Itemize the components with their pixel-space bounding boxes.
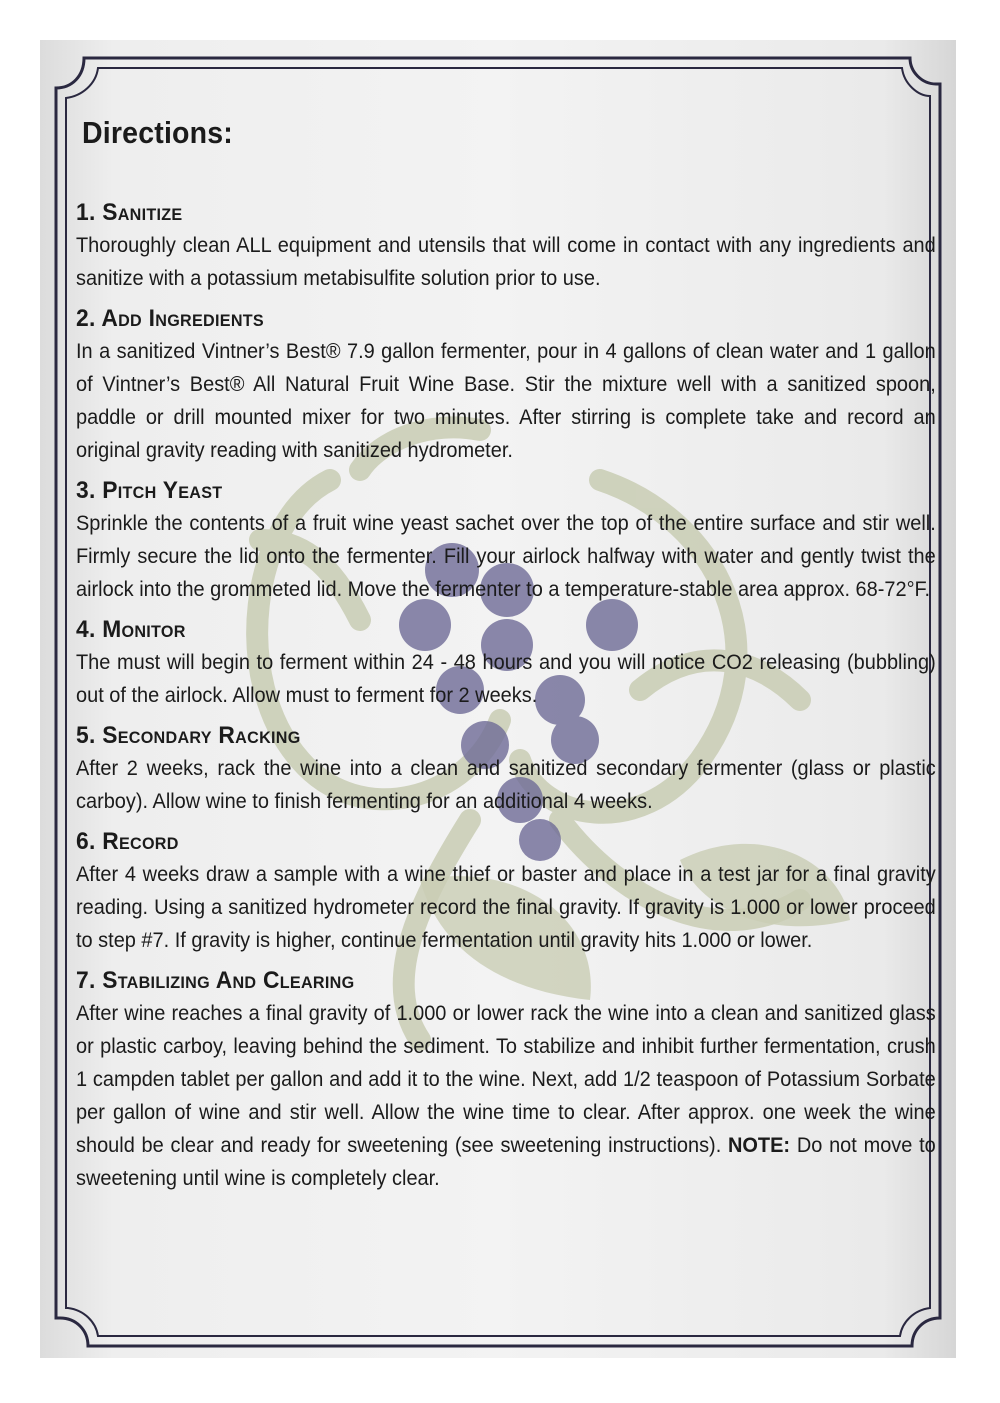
step-body — [76, 997, 936, 1195]
step-body: The must will begin to ferment within 24 - 48 hours and you will notice CO2 releasing (bubbling) out of the airlock. Allow must to ferment for 2 weeks. — [76, 651, 936, 707]
note-text: Do not move to sweetening until wine is completely clear. — [76, 1134, 936, 1190]
step-body: After 4 weeks draw a sample with a wine thief or baster and place in a test jar for a final gravity reading. Using a sanitized hydrometer record the final gravity. If gravity is 1.000 or lower proceed to step #7. If gravity is higher, continue fermentation until gravity hits 1.000 or lower. — [76, 863, 936, 952]
step-monitor — [72, 616, 934, 712]
step-body: Sprinkle the contents of a fruit wine yeast sachet over the top of the entire surface and stir well. Firmly secure the lid onto the fermenter. Fill your airlock halfway with water and gently twist the airlock into the grommeted lid. Move the fermenter to a temperature-stable area approx. 68-72°F. — [76, 512, 936, 601]
step-body: In a sanitized Vintner’s Best® 7.9 gallon fermenter, pour in 4 gallons of clean water and 1 gallon of Vintner’s Best® All Natural Fruit Wine Base. Stir the mixture well with a sanitized spoon, paddle or drill mounted mixer for two minutes. After stirring is complete take and record an original gravity reading with sanitized hydrometer. — [76, 340, 936, 462]
step-heading: 2. Add Ingredients — [76, 305, 264, 332]
step-heading: 4. Monitor — [76, 616, 186, 643]
page-title: Directions: — [82, 115, 233, 150]
step-secondary-racking — [72, 722, 934, 818]
step-body-text: After wine reaches a final gravity of 1.000 or lower rack the wine into a clean and sanitized glass or plastic carboy, leaving behind the sediment. To stabilize and inhibit further fermentation, crush 1 campden tablet per gallon and add it to the wine. Next, add 1/2 teaspoon of Potassium Sorbate per gallon of wine and stir well. Allow the wine time to clear. After approx. one week the wine should be clear and ready for sweetening (see sweetening instructions). — [76, 1002, 936, 1157]
step-heading: 5. Secondary Racking — [76, 722, 301, 749]
step-stabilizing-and-clearing — [72, 967, 934, 1195]
step-record — [72, 828, 934, 957]
step-body: Thoroughly clean ALL equipment and utensils that will come in contact with any ingredients and sanitize with a potassium metabisulfite solution prior to use. — [76, 234, 936, 290]
step-heading: 7. Stabilizing And Clearing — [76, 967, 355, 994]
step-pitch-yeast — [72, 477, 934, 606]
step-heading: 3. Pitch Yeast — [76, 477, 223, 504]
step-heading: 6. Record — [76, 828, 179, 855]
note-label: NOTE: — [728, 1134, 791, 1157]
step-add-ingredients — [72, 305, 934, 467]
step-body: After 2 weeks, rack the wine into a clean and sanitized secondary fermenter (glass or plastic carboy). Allow wine to finish fermenting for an additional 4 weeks. — [76, 757, 936, 813]
step-heading: 1. Sanitize — [76, 199, 183, 226]
step-sanitize — [72, 199, 934, 295]
directions-panel — [72, 115, 934, 1205]
